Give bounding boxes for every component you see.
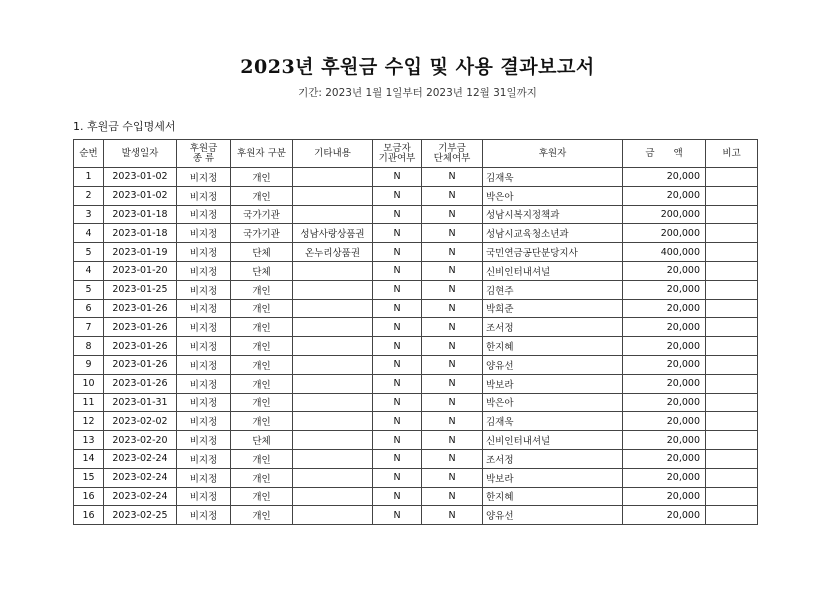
table-row xyxy=(74,261,758,280)
table-row xyxy=(74,186,758,205)
cell-no: 5 xyxy=(74,243,104,262)
cell-date: 2023-01-25 xyxy=(104,280,177,299)
cell-agency: N xyxy=(373,243,422,262)
cell-date: 2023-01-02 xyxy=(104,186,177,205)
report-title: 2023년 후원금 수입 및 사용 결과보고서 xyxy=(240,56,595,78)
table-row xyxy=(74,280,758,299)
cell-note xyxy=(706,337,758,356)
table-header-row xyxy=(74,140,758,168)
cell-agency: N xyxy=(373,393,422,412)
cell-donor-type: 개인 xyxy=(231,506,293,525)
cell-agency: N xyxy=(373,374,422,393)
cell-donation-type: 비지정 xyxy=(177,318,231,337)
cell-etc xyxy=(293,318,373,337)
cell-group: N xyxy=(422,224,483,243)
cell-donor-type: 개인 xyxy=(231,355,293,374)
cell-amount: 20,000 xyxy=(623,186,706,205)
cell-no: 7 xyxy=(74,318,104,337)
header-note: 비고 xyxy=(706,140,758,168)
cell-donor: 박보라 xyxy=(483,468,623,487)
cell-group: N xyxy=(422,243,483,262)
cell-etc xyxy=(293,449,373,468)
cell-amount: 20,000 xyxy=(623,468,706,487)
table-row xyxy=(74,412,758,431)
header-agency xyxy=(373,140,422,168)
cell-agency: N xyxy=(373,299,422,318)
header-agency-line2: 기관여부 xyxy=(378,152,416,164)
cell-donor-type: 단체 xyxy=(231,261,293,280)
cell-donor-type: 국가기관 xyxy=(231,205,293,224)
table-row xyxy=(74,355,758,374)
cell-date: 2023-01-18 xyxy=(104,224,177,243)
cell-donor: 박희준 xyxy=(483,299,623,318)
cell-group: N xyxy=(422,449,483,468)
cell-group: N xyxy=(422,318,483,337)
report-period: 기간: 2023년 1월 1일부터 2023년 12월 31일까지 xyxy=(298,87,537,99)
cell-donation-type: 비지정 xyxy=(177,243,231,262)
donation-income-table xyxy=(73,139,758,525)
cell-etc xyxy=(293,280,373,299)
cell-agency: N xyxy=(373,318,422,337)
cell-donor-type: 개인 xyxy=(231,299,293,318)
cell-donation-type: 비지정 xyxy=(177,205,231,224)
cell-note xyxy=(706,243,758,262)
cell-donation-type: 비지정 xyxy=(177,186,231,205)
cell-donor-type: 개인 xyxy=(231,487,293,506)
cell-amount: 200,000 xyxy=(623,205,706,224)
table-row xyxy=(74,299,758,318)
cell-etc xyxy=(293,337,373,356)
cell-agency: N xyxy=(373,449,422,468)
header-donor-type: 후원자 구분 xyxy=(231,140,293,168)
cell-donor: 성남시교육청소년과 xyxy=(483,224,623,243)
table-row xyxy=(74,337,758,356)
cell-note xyxy=(706,431,758,450)
header-agency-line1: 모금자 xyxy=(383,142,411,154)
table-row xyxy=(74,374,758,393)
cell-group: N xyxy=(422,412,483,431)
cell-donor: 박보라 xyxy=(483,374,623,393)
cell-etc: 성남사랑상품권 xyxy=(293,224,373,243)
cell-etc xyxy=(293,186,373,205)
cell-date: 2023-01-20 xyxy=(104,261,177,280)
table-row xyxy=(74,224,758,243)
cell-agency: N xyxy=(373,280,422,299)
cell-no: 5 xyxy=(74,280,104,299)
cell-agency: N xyxy=(373,224,422,243)
cell-amount: 20,000 xyxy=(623,299,706,318)
cell-date: 2023-02-02 xyxy=(104,412,177,431)
cell-no: 6 xyxy=(74,299,104,318)
cell-note xyxy=(706,393,758,412)
cell-etc xyxy=(293,468,373,487)
cell-no: 4 xyxy=(74,224,104,243)
cell-donor: 조서정 xyxy=(483,449,623,468)
table-row xyxy=(74,393,758,412)
header-etc: 기타내용 xyxy=(293,140,373,168)
cell-date: 2023-02-24 xyxy=(104,487,177,506)
table-body xyxy=(74,168,758,525)
cell-date: 2023-01-26 xyxy=(104,299,177,318)
cell-note xyxy=(706,374,758,393)
table-row xyxy=(74,506,758,525)
cell-group: N xyxy=(422,337,483,356)
cell-group: N xyxy=(422,431,483,450)
cell-note xyxy=(706,355,758,374)
cell-no: 1 xyxy=(74,168,104,187)
cell-note xyxy=(706,280,758,299)
cell-note xyxy=(706,468,758,487)
cell-amount: 20,000 xyxy=(623,337,706,356)
cell-donor: 양유선 xyxy=(483,355,623,374)
cell-donation-type: 비지정 xyxy=(177,412,231,431)
cell-amount: 20,000 xyxy=(623,431,706,450)
cell-donor: 박은아 xyxy=(483,186,623,205)
cell-donation-type: 비지정 xyxy=(177,168,231,187)
cell-date: 2023-01-31 xyxy=(104,393,177,412)
cell-donor-type: 국가기관 xyxy=(231,224,293,243)
cell-agency: N xyxy=(373,468,422,487)
cell-donor-type: 단체 xyxy=(231,243,293,262)
header-type-line2: 종 류 xyxy=(192,152,215,164)
cell-donor-type: 개인 xyxy=(231,449,293,468)
cell-donor: 신비인터내셔널 xyxy=(483,261,623,280)
cell-no: 10 xyxy=(74,374,104,393)
cell-donor-type: 개인 xyxy=(231,280,293,299)
cell-amount: 20,000 xyxy=(623,393,706,412)
cell-no: 13 xyxy=(74,431,104,450)
cell-amount: 20,000 xyxy=(623,506,706,525)
cell-agency: N xyxy=(373,431,422,450)
header-group-line2: 단체여부 xyxy=(433,152,471,164)
table-row xyxy=(74,468,758,487)
table-row xyxy=(74,318,758,337)
cell-donor-type: 개인 xyxy=(231,412,293,431)
cell-agency: N xyxy=(373,186,422,205)
cell-etc xyxy=(293,431,373,450)
cell-etc xyxy=(293,487,373,506)
cell-donor-type: 단체 xyxy=(231,431,293,450)
header-date: 발생일자 xyxy=(104,140,177,168)
section-title: 1. 후원금 수입명세서 xyxy=(73,120,176,133)
cell-note xyxy=(706,224,758,243)
cell-agency: N xyxy=(373,168,422,187)
cell-donation-type: 비지정 xyxy=(177,449,231,468)
cell-donor: 김재욱 xyxy=(483,412,623,431)
cell-etc xyxy=(293,205,373,224)
cell-donor: 신비인터내셔널 xyxy=(483,431,623,450)
cell-donor-type: 개인 xyxy=(231,468,293,487)
cell-note xyxy=(706,261,758,280)
cell-group: N xyxy=(422,205,483,224)
cell-no: 14 xyxy=(74,449,104,468)
header-group-line1: 기부금 xyxy=(438,142,466,154)
cell-date: 2023-01-18 xyxy=(104,205,177,224)
table-row xyxy=(74,168,758,187)
cell-donor-type: 개인 xyxy=(231,186,293,205)
cell-etc xyxy=(293,168,373,187)
cell-donation-type: 비지정 xyxy=(177,355,231,374)
table-row xyxy=(74,449,758,468)
cell-date: 2023-02-25 xyxy=(104,506,177,525)
cell-donor: 양유선 xyxy=(483,506,623,525)
cell-donation-type: 비지정 xyxy=(177,224,231,243)
cell-no: 9 xyxy=(74,355,104,374)
cell-group: N xyxy=(422,393,483,412)
cell-donation-type: 비지정 xyxy=(177,299,231,318)
cell-donor-type: 개인 xyxy=(231,168,293,187)
cell-donor: 성남시복지정책과 xyxy=(483,205,623,224)
cell-note xyxy=(706,205,758,224)
cell-date: 2023-02-24 xyxy=(104,449,177,468)
header-no: 순번 xyxy=(74,140,104,168)
cell-note xyxy=(706,449,758,468)
cell-agency: N xyxy=(373,506,422,525)
cell-etc xyxy=(293,506,373,525)
cell-etc xyxy=(293,412,373,431)
cell-donation-type: 비지정 xyxy=(177,374,231,393)
cell-note xyxy=(706,412,758,431)
cell-note xyxy=(706,318,758,337)
cell-etc xyxy=(293,261,373,280)
cell-amount: 20,000 xyxy=(623,168,706,187)
cell-donation-type: 비지정 xyxy=(177,487,231,506)
cell-group: N xyxy=(422,374,483,393)
table-row xyxy=(74,487,758,506)
cell-amount: 20,000 xyxy=(623,318,706,337)
cell-donor: 박은아 xyxy=(483,393,623,412)
cell-no: 15 xyxy=(74,468,104,487)
cell-donor-type: 개인 xyxy=(231,337,293,356)
cell-no: 16 xyxy=(74,506,104,525)
cell-agency: N xyxy=(373,205,422,224)
cell-donor: 김재욱 xyxy=(483,168,623,187)
cell-amount: 20,000 xyxy=(623,280,706,299)
cell-group: N xyxy=(422,506,483,525)
cell-note xyxy=(706,299,758,318)
cell-no: 11 xyxy=(74,393,104,412)
cell-amount: 200,000 xyxy=(623,224,706,243)
cell-no: 2 xyxy=(74,186,104,205)
cell-amount: 20,000 xyxy=(623,355,706,374)
header-donor: 후원자 xyxy=(483,140,623,168)
cell-etc xyxy=(293,355,373,374)
cell-date: 2023-02-24 xyxy=(104,468,177,487)
cell-no: 12 xyxy=(74,412,104,431)
cell-donor: 김현주 xyxy=(483,280,623,299)
cell-agency: N xyxy=(373,412,422,431)
cell-donation-type: 비지정 xyxy=(177,393,231,412)
cell-group: N xyxy=(422,168,483,187)
cell-no: 4 xyxy=(74,261,104,280)
cell-date: 2023-01-02 xyxy=(104,168,177,187)
cell-group: N xyxy=(422,468,483,487)
cell-donor: 국민연금공단분당지사 xyxy=(483,243,623,262)
cell-etc: 온누리상품권 xyxy=(293,243,373,262)
cell-amount: 20,000 xyxy=(623,449,706,468)
cell-etc xyxy=(293,374,373,393)
cell-donor-type: 개인 xyxy=(231,318,293,337)
cell-donation-type: 비지정 xyxy=(177,468,231,487)
table-row xyxy=(74,431,758,450)
cell-note xyxy=(706,506,758,525)
cell-date: 2023-01-26 xyxy=(104,355,177,374)
header-type-line1: 후원금 xyxy=(189,142,218,154)
cell-no: 8 xyxy=(74,337,104,356)
cell-note xyxy=(706,168,758,187)
cell-note xyxy=(706,487,758,506)
header-donation-type xyxy=(177,140,231,168)
cell-group: N xyxy=(422,261,483,280)
cell-group: N xyxy=(422,186,483,205)
header-amount: 금 액 xyxy=(623,140,706,168)
cell-date: 2023-01-19 xyxy=(104,243,177,262)
cell-group: N xyxy=(422,280,483,299)
cell-no: 16 xyxy=(74,487,104,506)
cell-agency: N xyxy=(373,337,422,356)
cell-amount: 400,000 xyxy=(623,243,706,262)
cell-donation-type: 비지정 xyxy=(177,261,231,280)
header-group xyxy=(422,140,483,168)
cell-donor: 한지혜 xyxy=(483,487,623,506)
cell-donor: 한지혜 xyxy=(483,337,623,356)
cell-date: 2023-01-26 xyxy=(104,318,177,337)
cell-agency: N xyxy=(373,355,422,374)
table-row xyxy=(74,243,758,262)
cell-donor: 조서정 xyxy=(483,318,623,337)
cell-donor-type: 개인 xyxy=(231,374,293,393)
cell-donation-type: 비지정 xyxy=(177,506,231,525)
cell-amount: 20,000 xyxy=(623,487,706,506)
cell-amount: 20,000 xyxy=(623,374,706,393)
cell-amount: 20,000 xyxy=(623,412,706,431)
cell-etc xyxy=(293,393,373,412)
cell-date: 2023-02-20 xyxy=(104,431,177,450)
cell-donation-type: 비지정 xyxy=(177,280,231,299)
cell-agency: N xyxy=(373,487,422,506)
cell-etc xyxy=(293,299,373,318)
cell-donation-type: 비지정 xyxy=(177,431,231,450)
cell-note xyxy=(706,186,758,205)
table-row xyxy=(74,205,758,224)
cell-date: 2023-01-26 xyxy=(104,374,177,393)
cell-no: 3 xyxy=(74,205,104,224)
cell-donation-type: 비지정 xyxy=(177,337,231,356)
cell-agency: N xyxy=(373,261,422,280)
cell-date: 2023-01-26 xyxy=(104,337,177,356)
cell-group: N xyxy=(422,487,483,506)
cell-group: N xyxy=(422,355,483,374)
cell-group: N xyxy=(422,299,483,318)
cell-amount: 20,000 xyxy=(623,261,706,280)
cell-donor-type: 개인 xyxy=(231,393,293,412)
